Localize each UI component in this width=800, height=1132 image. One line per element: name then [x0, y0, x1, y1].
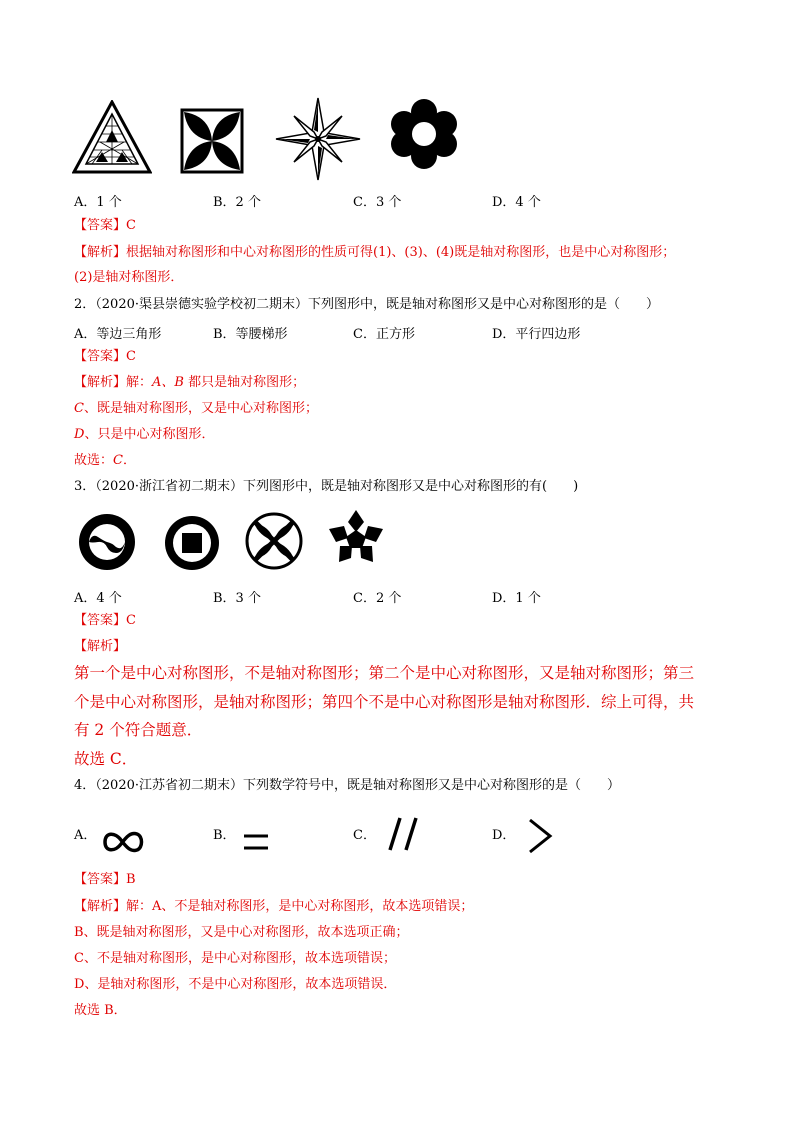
q1-figure-3-compass-star [274, 96, 362, 182]
q4-option-b: B． [213, 828, 236, 843]
q3-figure-2-coin [164, 515, 220, 571]
q4-analysis-line-2: B、既是轴对称图形，又是中心对称图形，故本选项正确； [74, 925, 409, 940]
q1-option-c: C．3 个 [353, 195, 402, 210]
q4-conclusion: 故选 B． [74, 1003, 127, 1018]
q4-symbol-equals-sign [242, 832, 270, 852]
q4-analysis-line-4: D、是轴对称图形，不是中心对称图形，故本选项错误． [74, 977, 397, 992]
q4-option-c: C． [353, 828, 376, 843]
q4-source: （2020·江苏省初二期末） [95, 778, 243, 793]
q2-analysis-line-2 [74, 400, 318, 418]
q2-conclusion-prefix: 故选： [74, 453, 114, 468]
q2-option-d: D．平行四边形 [492, 327, 581, 342]
q3-option-b: B．3 个 [213, 591, 261, 606]
q1-figure-4-flower [388, 98, 460, 170]
q3-question: 下列图形中，既是轴对称图形又是中心对称图形的有( ) [243, 479, 579, 494]
q2-analysis-line-3 [74, 426, 214, 444]
q3-analysis-line-1: 第一个是中心对称图形，不是轴对称图形；第二个是中心对称图形，又是轴对称图形；第三 [74, 664, 695, 682]
q2-answer: 【答案】C [74, 349, 136, 364]
q2-question: 下列图形中，既是轴对称图形又是中心对称图形的是（ ） [308, 297, 660, 312]
q2-analysis-text-2: 、既是轴对称图形，又是中心对称图形； [83, 401, 318, 416]
q3-figure-4-pentagon-flower [326, 508, 386, 568]
q2-conclusion-c: C [113, 453, 123, 468]
q3-conclusion: 故选 C． [74, 750, 138, 768]
q4-question: 下列数学符号中，既是轴对称图形又是中心对称图形的是（ ） [243, 778, 621, 793]
q2-option-c: C．正方形 [353, 327, 415, 342]
q3-option-d: D．1 个 [492, 591, 541, 606]
q4-number: 4． [74, 778, 96, 793]
q3-answer: 【答案】C [74, 613, 136, 628]
q3-stem [74, 478, 578, 496]
q3-option-c: C．2 个 [353, 591, 402, 606]
q4-stem [74, 777, 620, 795]
q2-analysis-text-1: 都只是轴对称图形； [183, 375, 306, 390]
q2-conclusion [74, 452, 136, 470]
q1-option-d: D．4 个 [492, 195, 541, 210]
q2-source: （2020·渠县崇德实验学校初二期末） [95, 297, 308, 312]
q3-figure-1-swirl-circle [78, 513, 136, 571]
q1-figure-2-square-leaves [180, 108, 244, 174]
q3-option-a: A．4 个 [74, 591, 122, 606]
q1-answer: 【答案】C [74, 218, 136, 233]
q1-analysis-line-1: 【解析】根据轴对称图形和中心对称图形的性质可得(1)、(3)、(4)既是轴对称图形，也是中心对称图形； [74, 245, 676, 260]
q4-option-a: A． [74, 828, 97, 843]
q1-option-a: A．1 个 [74, 195, 122, 210]
q3-analysis-line-3: 有 2 个符合题意． [74, 721, 203, 739]
q3-source: （2020·浙江省初二期末） [95, 479, 243, 494]
q2-analysis-text-3: 、只是中心对称图形． [84, 427, 215, 442]
q2-analysis-c: C [74, 401, 84, 416]
q4-symbol-similar-sign [101, 830, 145, 854]
q3-number: 3． [74, 479, 96, 494]
q3-analysis-label: 【解析】 [74, 639, 127, 654]
q3-analysis-line-2: 个是中心对称图形，是轴对称图形；第四个不是中心对称图形是轴对称图形．综上可得，共 [74, 693, 695, 711]
q3-figure-3-four-petal-circle [245, 512, 303, 570]
q2-option-a: A．等边三角形 [74, 327, 162, 342]
q4-symbol-greater-than-sign [526, 818, 554, 854]
q4-analysis-line-3: C、不是轴对称图形，是中心对称图形，故本选项错误； [74, 951, 396, 966]
q2-analysis-d: D [74, 427, 85, 442]
q4-symbol-parallel-sign [386, 816, 422, 852]
q2-analysis-ab: A、B [152, 375, 184, 390]
q4-option-d: D． [492, 828, 516, 843]
q2-analysis-line-1 [74, 374, 305, 392]
q4-analysis-line-1: 【解析】解：A、不是轴对称图形，是中心对称图形，故本选项错误； [74, 899, 474, 914]
q1-figure-1-triangle [72, 100, 152, 176]
q2-analysis-label: 【解析】解： [74, 375, 153, 390]
q2-number: 2． [74, 297, 96, 312]
q1-analysis-line-2: (2)是轴对称图形． [74, 270, 184, 285]
q1-option-b: B．2 个 [213, 195, 261, 210]
q2-stem [74, 296, 659, 314]
q2-option-b: B．等腰梯形 [213, 327, 288, 342]
q4-answer: 【答案】B [74, 872, 136, 887]
q2-conclusion-suffix: ． [122, 453, 136, 468]
